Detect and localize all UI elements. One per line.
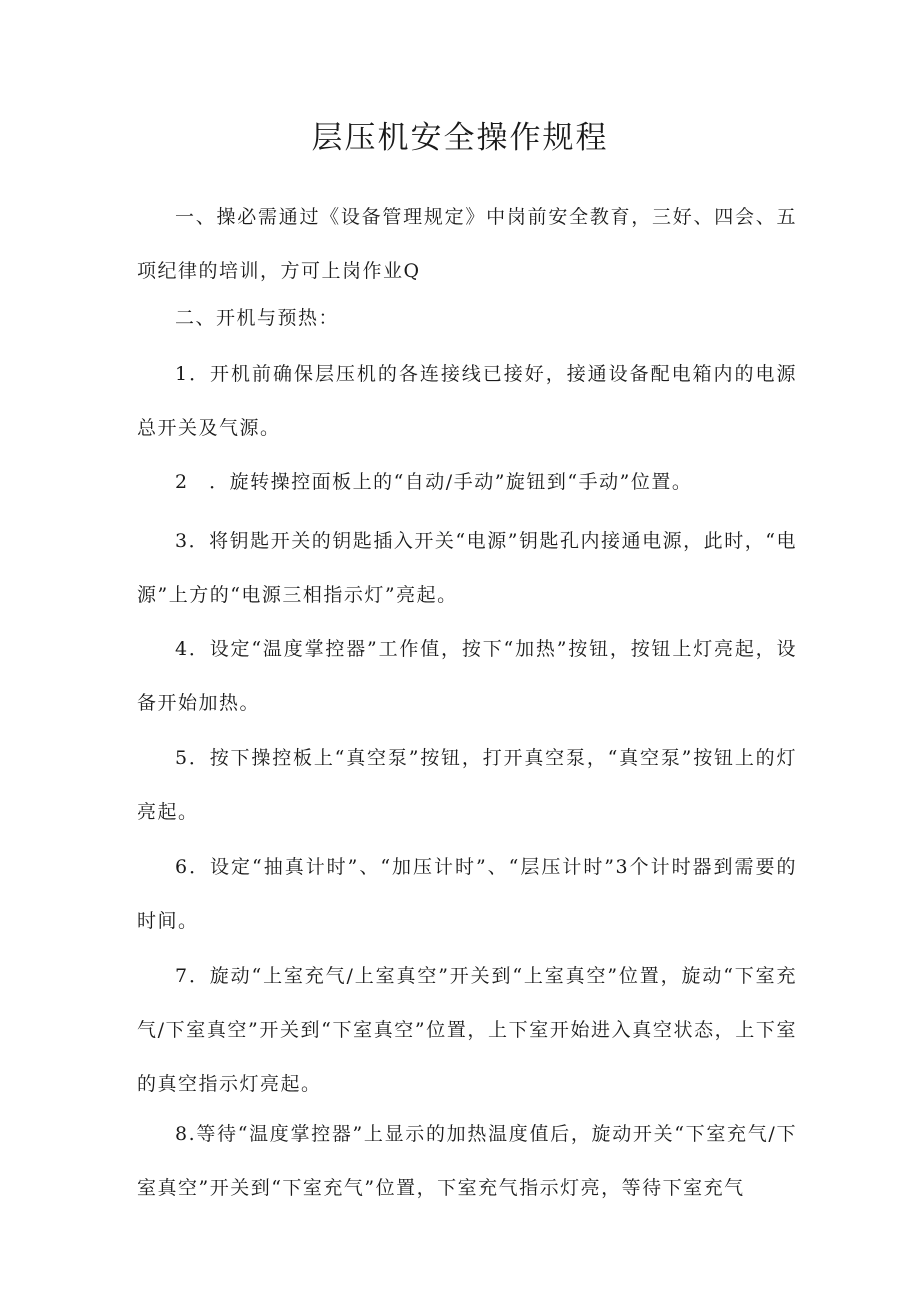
section-heading-startup: 二、开机与预热：	[175, 307, 340, 329]
step-4-paragraph: 4．设定“温度掌控器”工作值，按下“加热”按钮，按钮上灯亮起，设备开始加热。	[137, 638, 797, 714]
step-5-paragraph: 5．按下操控板上“真空泵”按钮，打开真空泵，“真空泵”按钮上的灯亮起。	[137, 747, 797, 823]
page-title: 层压机安全操作规程	[311, 120, 609, 156]
step-6-paragraph: 6．设定“抽真计时”、“加压计时”、“层压计时”3个计时器到需要的时间。	[137, 856, 797, 932]
section-intro-paragraph: 一、操必需通过《设备管理规定》中岗前安全教育，三好、四会、五项纪律的培训，方可上岗作业Q	[137, 206, 797, 282]
step-3-paragraph: 3．将钥匙开关的钥匙插入开关“电源”钥匙孔内接通电源，此时，“电源”上方的“电源三相指示灯”亮起。	[137, 530, 797, 606]
step-2-paragraph: 2 ．旋转操控面板上的“自动/手动”旋钮到“手动”位置。	[175, 471, 693, 493]
step-7-paragraph: 7．旋动“上室充气/上室真空”开关到“上室真空”位置，旋动“下室充气/下室真空”开关到“下室真空”位置，上下室开始进入真空状态，上下室的真空指示灯亮起。	[137, 965, 797, 1095]
step-1-paragraph: 1．开机前确保层压机的各连接线已接好，接通设备配电箱内的电源总开关及气源。	[137, 363, 797, 439]
step-8-paragraph: 8.等待“温度掌控器”上显示的加热温度值后，旋动开关“下室充气/下室真空”开关到“下室充气”位置，下室充气指示灯亮，等待下室充气	[137, 1123, 797, 1199]
